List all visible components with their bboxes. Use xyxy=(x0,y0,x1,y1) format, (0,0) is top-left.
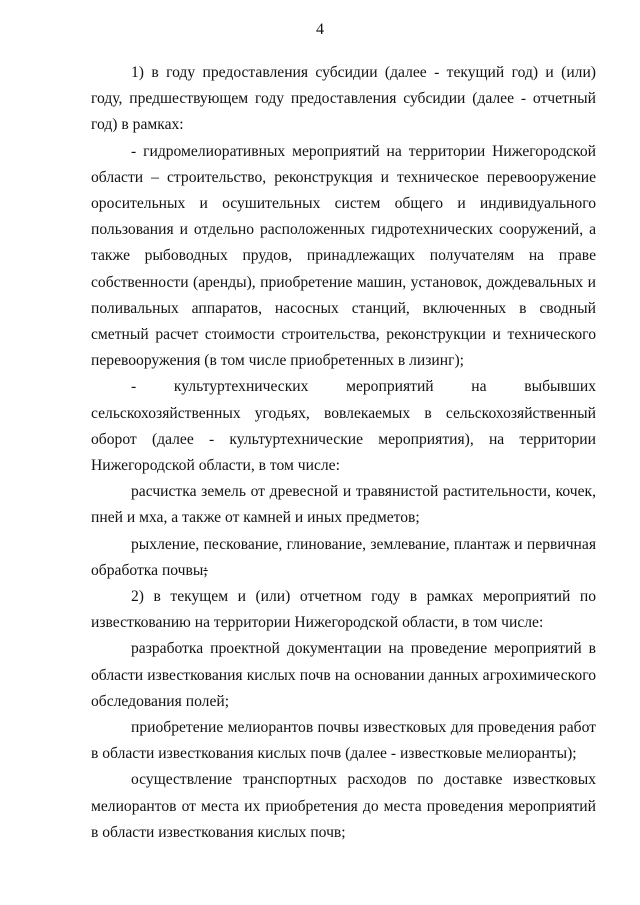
paragraph-4: расчистка земель от древесной и травянистой растительности, кочек, пней и мха, а также от камней и иных предметов; xyxy=(91,483,596,527)
paragraph-5 xyxy=(91,532,596,584)
paragraph-6: 2) в текущем и (или) отчетном году в рамках мероприятий по известкованию на территории Нижегородской области, в том числе: xyxy=(91,588,596,632)
paragraph-9: осуществление транспортных расходов по доставке известковых мелиорантов от места их приобретения до места проведения мероприятий в области известкования кислых почв; xyxy=(91,771,596,841)
paragraph-8: приобретение мелиорантов почвы известковых для проведения работ в области известкования кислых почв (далее - известковые мелиоранты); xyxy=(91,719,596,763)
paragraph-3: - культуртехнических мероприятий на выбывших сельскохозяйственных угодьях, вовлекаемых в сельскохозяйственный оборот (далее - культуртехнические мероприятия), на территории Нижегородской области, в том числе: xyxy=(91,378,596,475)
struck-semicolon: ; xyxy=(203,561,208,579)
paragraph-7: разработка проектной документации на проведение мероприятий в области известкования кислых почв на основании данных агрохимического обследования полей; xyxy=(91,640,596,710)
paragraph-1: 1) в году предоставления субсидии (далее - текущий год) и (или) году, предшествующем году предоставления субсидии (далее - отчетный год) в рамках: xyxy=(91,64,596,134)
paragraph-5-text: рыхление, пескование, глинование, землевание, плантаж и первичная обработка почвы xyxy=(91,535,596,579)
paragraph-2: - гидромелиоративных мероприятий на территории Нижегородской области – строительство, реконструкция и техническое перевооружение оросительных и осушительных систем общего и индивидуального пользования и отдельно расположенных гидротехнических сооружений, а также рыбоводных прудов, принадлежащих получателям на праве собственности (аренды), приобретение машин, установок, дождевальных и поливальных аппаратов, насосных станций, включенных в сводный сметный расчет стоимости строительства, реконструкции и технического перевооружения (в том числе приобретенных в лизинг); xyxy=(91,142,596,370)
document-body xyxy=(91,60,596,846)
page-number: 4 xyxy=(316,21,324,38)
